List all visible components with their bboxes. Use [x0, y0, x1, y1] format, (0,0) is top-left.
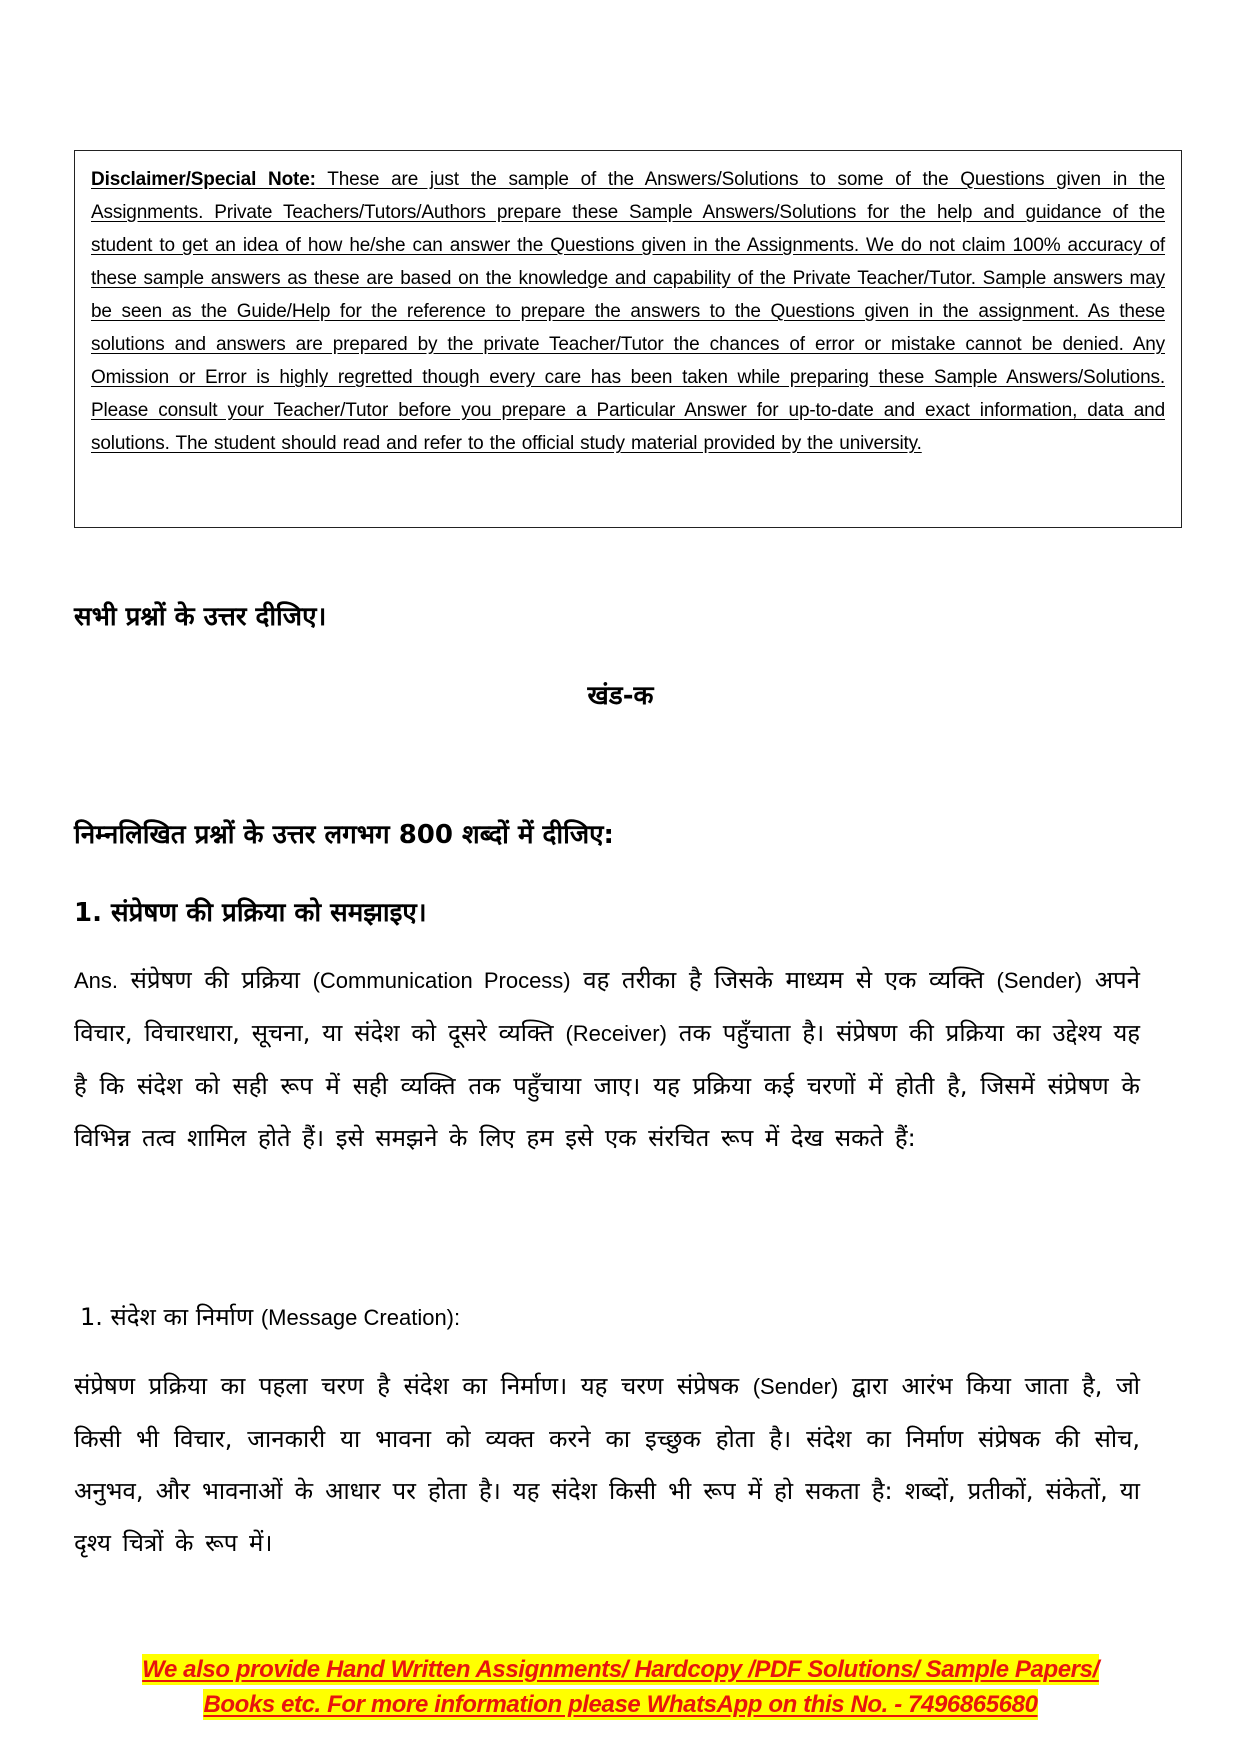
answer-prefix: Ans.: [74, 968, 119, 993]
disclaimer-label: Disclaimer/Special Note:: [91, 169, 316, 190]
promo-line-1: We also provide Hand Written Assignments/ Hardcopy /PDF Solutions/ Sample Papers/: [142, 1656, 1099, 1683]
subsection-text: संप्रेषण प्रक्रिया का पहला चरण है संदेश का निर्माण। यह चरण संप्रेषक: [74, 1372, 753, 1400]
question-title: 1. संप्रेषण की प्रक्रिया को समझाइए।: [74, 898, 427, 928]
answer-text: संप्रेषण की प्रक्रिया: [118, 966, 313, 994]
answer-text: वह तरीका है जिसके माध्यम से एक व्यक्ति: [570, 966, 997, 994]
answer-english-term: (Sender): [996, 968, 1083, 993]
word-limit-instruction: निम्नलिखित प्रश्नों के उत्तर लगभग 800 शब्दों में दीजिए:: [74, 820, 614, 850]
answer-text: तक पहुँचाता है। संप्रेषण की प्रक्रिया का उद्देश्य यह है कि संदेश को सही रूप में सही व्यक्ति तक पहुँचाया जाए। यह प्रक्रिया कई चरणों में होती है, जिसमें संप्रेषण के विभिन्न तत्व शामिल होते हैं। इसे समझने के लिए हम इसे एक संरचित रूप में देख सकते हैं:: [74, 1019, 1140, 1152]
answer-all-instruction: सभी प्रश्नों के उत्तर दीजिए।: [74, 602, 327, 632]
subsection-paragraph: [74, 1360, 1140, 1569]
answer-text: अपने विचार, विचारधारा, सूचना, या संदेश को दूसरे व्यक्ति: [74, 966, 1140, 1047]
section-heading: खंड-क: [587, 681, 654, 711]
answer-english-term: (Receiver): [565, 1021, 667, 1046]
answer-paragraph: [74, 954, 1140, 1164]
subsection-title: [80, 1300, 460, 1333]
disclaimer-box: [74, 150, 1182, 528]
disclaimer-body: These are just the sample of the Answers/Solutions to some of the Questions given in the Assignments. Private Teachers/Tutors/Authors prepare these Sample Answers/Solutions for the help and guidance of the student to get an idea of how he/she can answer the Questions given in the Assignments. We do not claim 100% accuracy of these sample answers as these are based on the knowledge and capability of the Private Teacher/Tutor. Sample answers may be seen as the Guide/Help for the reference to prepare the answers to the Questions given in the assignment. As these solutions and answers are prepared by the private Teacher/Tutor the chances of error or mistake cannot be denied. Any Omission or Error is highly regretted though every care has been taken while preparing these Sample Answers/Solutions. Please consult your Teacher/Tutor before you prepare a Particular Answer for up-to-date and exact information, data and solutions. The student should read and refer to the official study material provided by the university.: [91, 169, 1165, 454]
promo-line-2: Books etc. For more information please WhatsApp on this No. - 7496865680: [203, 1691, 1038, 1718]
subsection-title-english: (Message Creation):: [260, 1305, 461, 1330]
subsection-title-hindi: 1. संदेश का निर्माण: [80, 1303, 261, 1331]
promo-footer: [0, 1652, 1241, 1722]
subsection-text: द्वारा आरंभ किया जाता है, जो किसी भी विचार, जानकारी या भावना को व्यक्त करने का इच्छुक होता है। संदेश का निर्माण संप्रेषक की सोच, अनुभव, और भावनाओं के आधार पर होता है। यह संदेश किसी भी रूप में हो सकता है: शब्दों, प्रतीकों, संकेतों, या दृश्य चित्रों के रूप में।: [74, 1372, 1141, 1557]
subsection-english-term: (Sender): [752, 1374, 839, 1399]
answer-english-term: (Communication Process): [312, 968, 571, 993]
disclaimer-text: [91, 163, 1165, 460]
